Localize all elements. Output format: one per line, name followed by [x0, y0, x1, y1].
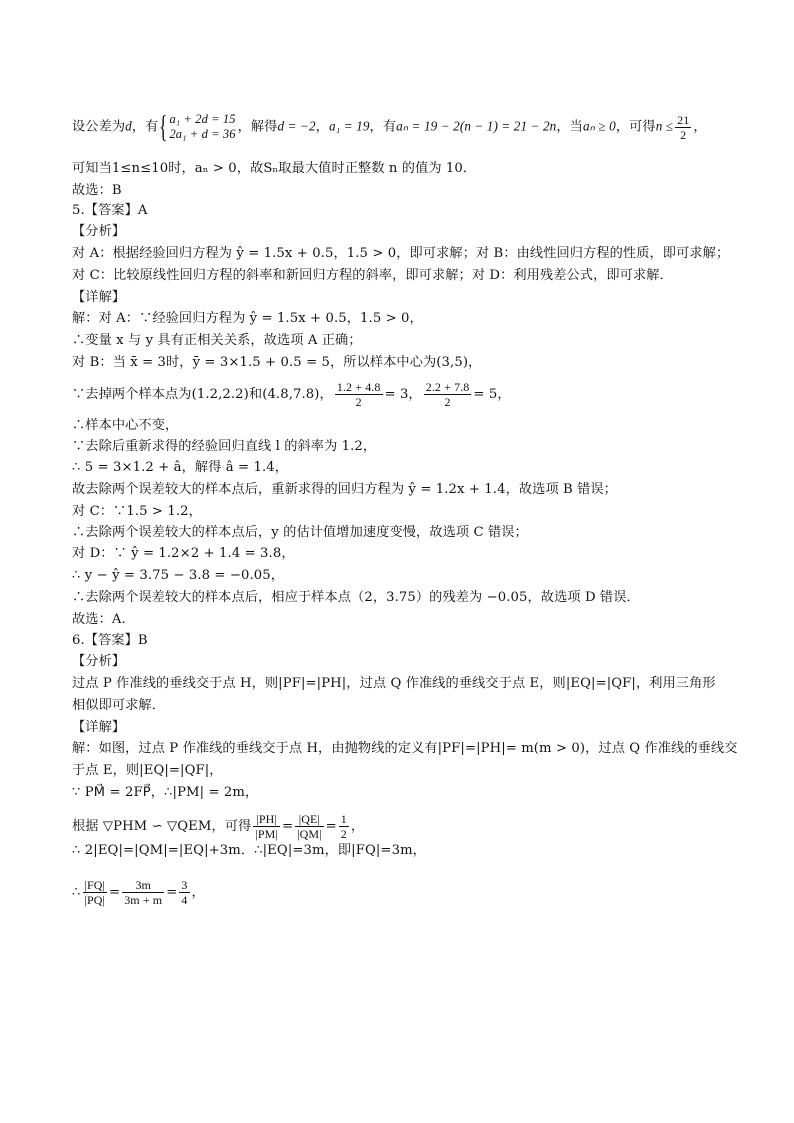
math: aₙ ≥ 0 — [582, 118, 616, 134]
denominator: 2 — [340, 827, 347, 841]
equation-row: 2a₁ + d = 36 — [169, 127, 236, 141]
denominator: 2 — [444, 395, 451, 409]
denominator: 4 — [181, 893, 188, 907]
math: a₁ = 19 — [328, 118, 370, 134]
fraction — [339, 812, 349, 841]
q6-analysis-label: 【分析】 — [72, 654, 126, 669]
math: aₙ = 19 − 2(n − 1) = 21 − 2n — [396, 118, 557, 134]
q6-detail-line: 解：如图，过点 P 作准线的垂线交于点 H，由抛物线的定义有|PF|=|PH|= m(m > 0)，过点 Q 作准线的垂线交 — [72, 741, 738, 756]
math-symbol: d — [125, 118, 132, 134]
brace-icon: { — [159, 108, 168, 144]
q6-analysis-line-1: 过点 P 作准线的垂线交于点 H，则|PF|=|PH|，过点 Q 作准线的垂线交于点 E，则|EQ|=|QF|，利用三角形 — [72, 676, 716, 691]
equation-system — [159, 108, 236, 144]
text: ， — [693, 119, 707, 135]
text: = — [109, 885, 121, 900]
fraction — [179, 878, 189, 907]
text: = 3， — [384, 387, 422, 402]
denominator: 2 — [355, 395, 362, 409]
q5-detail-line: 解：对 A：∵经验回归方程为 ŷ = 1.5x + 0.5，1.5 > 0， — [72, 311, 423, 326]
fraction — [335, 380, 383, 409]
q5-detail-line: ∴ y − ŷ = 3.75 − 3.8 = −0.05， — [72, 568, 285, 583]
numerator: 21 — [677, 112, 690, 127]
q5-detail-line — [72, 380, 734, 409]
q5-detail-line: ∴样本中心不变， — [72, 418, 179, 433]
numerator: |QE| — [295, 812, 324, 827]
q5-analysis-line-2: 对 C：比较原线性回归方程的斜率和新回归方程的斜率，即可求解；对 D：利用残差公式，即可求解． — [72, 268, 673, 283]
q4-answer: 故选：B — [72, 183, 122, 198]
q6-detail-label: 【详解】 — [72, 720, 126, 735]
q5-detail-line: 对 D：∵ ŷ = 1.2×2 + 1.4 = 3.8， — [72, 546, 295, 561]
numerator: |FQ| — [84, 878, 106, 892]
q5-detail-line: 对 B：当 x̄ = 3时，ȳ = 3×1.5 + 0.5 = 5，所以样本中心为(3,5)， — [72, 355, 482, 370]
text: ∴ — [72, 885, 81, 900]
q5-detail-line: 对 C：∵1.5 > 1.2， — [72, 504, 202, 519]
numerator: 1 — [340, 812, 347, 826]
math: n ≤ — [655, 118, 674, 134]
fraction — [295, 812, 324, 841]
text: ，当 — [556, 119, 583, 135]
text: = — [281, 819, 294, 834]
numerator: 3m — [122, 878, 164, 893]
fraction — [424, 380, 472, 409]
q6-detail-line: ∵ PM⃗ = 2FP⃗，∴|PM| = 2m， — [72, 785, 259, 800]
numerator: 3 — [181, 878, 188, 892]
q5-detail-line: ∵去除后重新求得的经验回归直线 l 的斜率为 1.2， — [72, 439, 377, 454]
q5-detail-line: ∴ 5 = 3×1.2 + â，解得 â = 1.4， — [72, 460, 289, 475]
denominator: |PM| — [255, 827, 278, 841]
q5-analysis-label: 【分析】 — [72, 224, 126, 239]
text: ， — [191, 885, 205, 900]
q4-line-2: 可知当1≤n≤10时，aₙ > 0，故Sₙ取最大值时正整数 n 的值为 10． — [72, 161, 477, 176]
text: ，可得 — [615, 119, 656, 135]
denominator: 2 — [680, 127, 687, 142]
q5-detail-line: ∴去除两个误差较大的样本点后，相应于样本点（2，3.75）的残差为 −0.05，故选项 D 错误． — [72, 590, 640, 605]
q6-header: 6.【答案】B — [72, 633, 148, 648]
q5-detail-line: ∴变量 x 与 y 具有正相关关系，故选项 A 正确； — [72, 333, 362, 348]
q6-detail-line: ∴ 2|EQ|=|QM|=|EQ|+3m．∴|EQ|=3m，即|FQ|=3m， — [72, 843, 426, 858]
fraction — [122, 878, 164, 907]
denominator: |PQ| — [84, 893, 106, 907]
q6-detail-line — [72, 812, 734, 841]
text: 根据 ▽PHM ∽ ▽QEM，可得 — [72, 819, 252, 834]
q4-line-1 — [72, 108, 734, 144]
fraction — [253, 812, 280, 841]
q5-detail-line: ∴去除两个误差较大的样本点后，y 的估计值增加速度变慢，故选项 C 错误； — [72, 525, 528, 540]
text: ，有 — [369, 119, 397, 135]
q5-analysis-line-1: 对 A：根据经验回归方程为 ŷ = 1.5x + 0.5，1.5 > 0，即可求解；对 B：由线性回归方程的性质，即可求解； — [72, 246, 730, 261]
numerator: 1.2 + 4.8 — [336, 380, 381, 394]
numerator: |PH| — [253, 812, 280, 827]
text: ∵去掉两个样本点为(1.2,2.2)和(4.8,7.8)， — [72, 387, 333, 402]
q6-detail-line — [72, 878, 734, 907]
numerator: 2.2 + 7.8 — [425, 380, 470, 394]
denominator: 3m + m — [124, 893, 163, 907]
text: ，解得 — [237, 119, 278, 135]
text: ， — [315, 119, 329, 135]
q6-detail-line: 于点 E，则|EQ|=|QF|， — [72, 763, 223, 778]
fraction — [675, 113, 691, 142]
fraction — [83, 878, 108, 907]
q5-detail-line: 故去除两个误差较大的样本点后，重新求得的回归方程为 ŷ = 1.2x + 1.4，故选项 B 错误； — [72, 482, 617, 497]
text: 设公差为 — [72, 119, 126, 135]
text: = — [325, 819, 337, 834]
denominator: |QM| — [297, 827, 322, 841]
q5-header: 5.【答案】A — [72, 203, 148, 218]
text: ， — [350, 819, 365, 834]
math: d = −2 — [277, 118, 316, 134]
text: = — [166, 885, 178, 900]
equation-row: a₁ + 2d = 15 — [169, 112, 236, 126]
q5-detail-label: 【详解】 — [72, 290, 126, 305]
q5-answer: 故选：A. — [72, 612, 126, 627]
text: ，有 — [131, 119, 159, 135]
text: = 5， — [473, 387, 511, 402]
q6-analysis-line-2: 相似即可求解． — [72, 698, 166, 713]
